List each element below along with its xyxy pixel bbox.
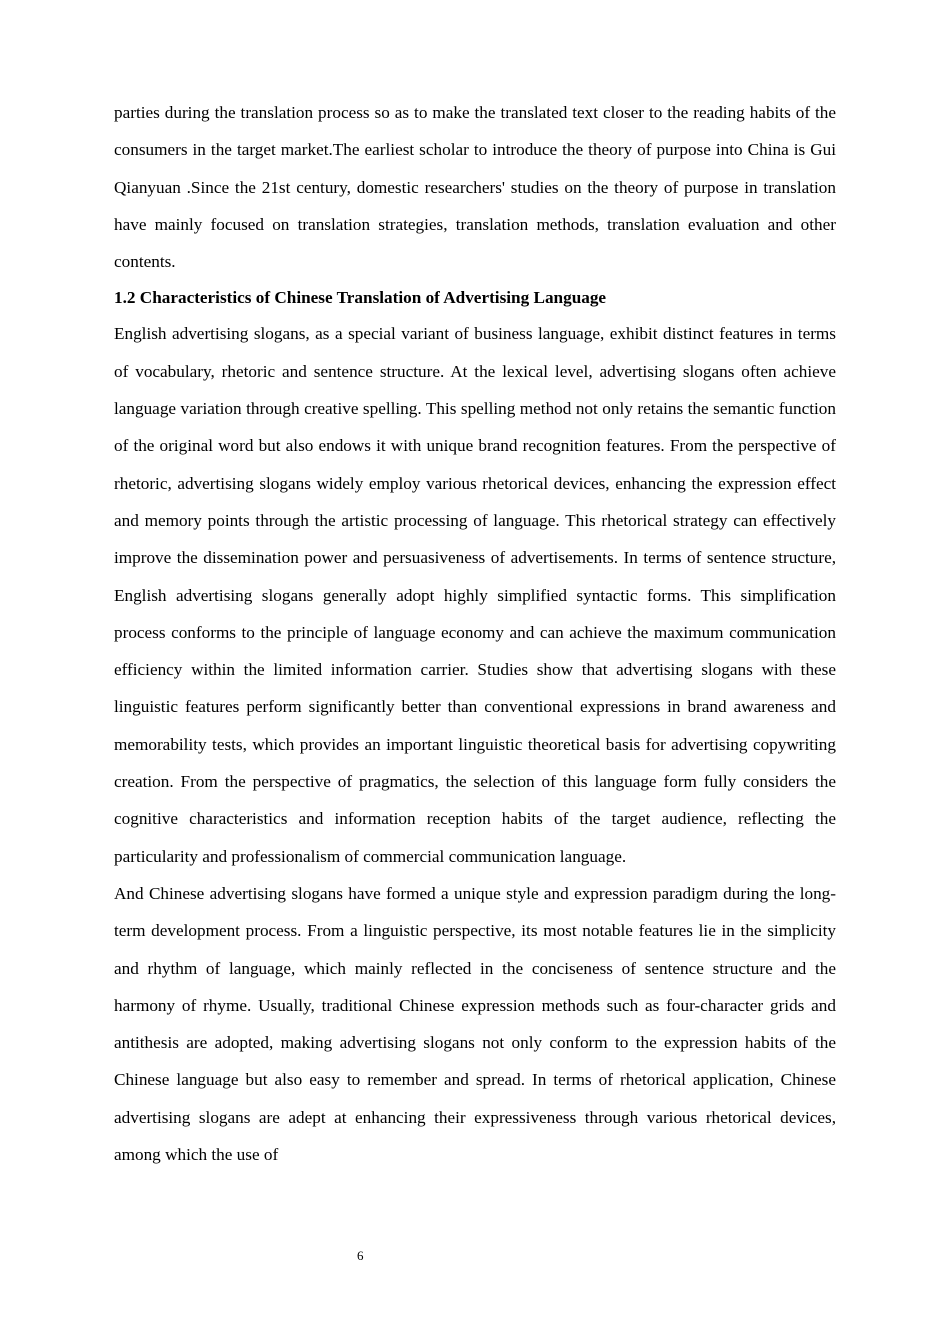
paragraph-continued: parties during the translation process so as to make the translated text closer to the reading habits of the consumers in the target market.The earliest scholar to introduce the theory of purpose into China is Gui Qianyuan .Since the 21st century, domestic researchers' studies on the theory of purpose in translation have mainly focused on translation strategies, translation methods, translation evaluation and other contents. (114, 103, 836, 272)
page-content (114, 94, 836, 1173)
page-number: 6 (357, 1248, 364, 1263)
paragraph-chinese-slogans: And Chinese advertising slogans have formed a unique style and expression paradigm during the long-term development process. From a linguistic perspective, its most notable features lie in the simplicity and rhythm of language, which mainly reflected in the conciseness of sentence structure and the harmony of rhyme. Usually, traditional Chinese expression methods such as four-character grids and antithesis are adopted, making advertising slogans not only conform to the expression habits of the Chinese language but also easy to remember and spread. In terms of rhetorical application, Chinese advertising slogans are adept at enhancing their expressiveness through various rhetorical devices, among which the use of (114, 883, 836, 1165)
paragraph-english-slogans: English advertising slogans, as a special variant of business language, exhibit distinct features in terms of vocabulary, rhetoric and sentence structure. At the lexical level, advertising slogans often achieve language variation through creative spelling. This spelling method not only retains the semantic function of the original word but also endows it with unique brand recognition features. From the perspective of rhetoric, advertising slogans widely employ various rhetorical devices, enhancing the expression effect and memory points through the artistic processing of language. This rhetorical strategy can effectively improve the dissemination power and persuasiveness of advertisements. In terms of sentence structure, English advertising slogans generally adopt highly simplified syntactic forms. This simplification process conforms to the principle of language economy and can achieve the maximum communication efficiency within the limited information carrier. Studies show that advertising slogans with these linguistic features perform significantly better than conventional expressions in brand awareness and memorability tests, which provides an important linguistic theoretical basis for advertising copywriting creation. From the perspective of pragmatics, the selection of this language form fully considers the cognitive characteristics and information reception habits of the target audience, reflecting the particularity and professionalism of commercial communication language. (114, 324, 836, 866)
section-heading: 1.2 Characteristics of Chinese Translation of Advertising Language (114, 288, 607, 308)
